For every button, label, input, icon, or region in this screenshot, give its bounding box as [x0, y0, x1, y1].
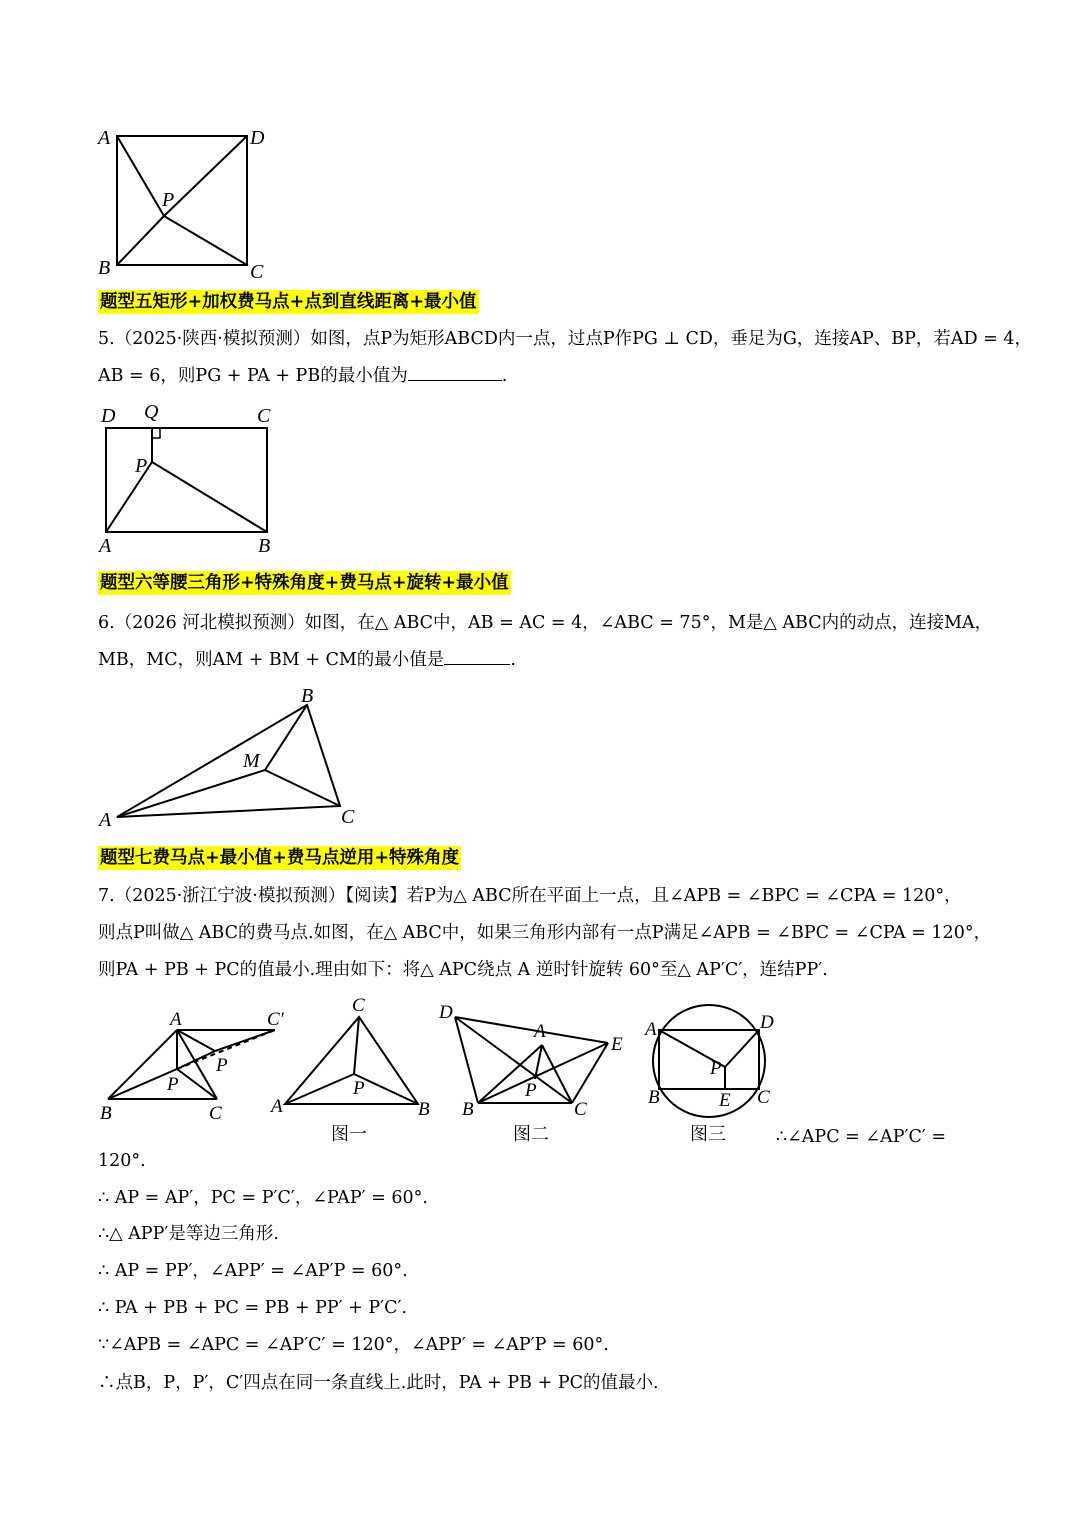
fig0-label-c: C [209, 1103, 222, 1124]
problem-5-period: . [501, 366, 508, 386]
label-q: Q [144, 401, 159, 423]
fig3-label-e: E [719, 1090, 731, 1111]
fig0-label-a: A [170, 1009, 182, 1030]
figure-rotation [108, 1030, 275, 1099]
segment-bm [265, 705, 307, 770]
fig2-label-b: B [462, 1099, 474, 1120]
fig3-label-a: A [645, 1019, 657, 1040]
label-d: D [101, 405, 116, 427]
section-6-title: 题型六等腰三角形+特殊角度+费马点+旋转+最小值 [100, 573, 509, 593]
problem-6-period: . [510, 650, 516, 670]
fig0-label-c-prime: C′ [267, 1009, 284, 1030]
section-7-title: 题型七费马点+最小值+费马点逆用+特殊角度 [100, 848, 459, 868]
proof-line-2: ∴ AP = AP′，PC = P′C′，∠PAP′ = 60°. [98, 1188, 428, 1208]
segment-pa [117, 136, 164, 216]
caption-figure-three: 图三 [690, 1124, 726, 1145]
segment-pc [164, 216, 247, 265]
section-5-title: 题型五矩形+加权费马点+点到直线距离+最小值 [100, 292, 477, 312]
label-a: A [99, 535, 112, 557]
caption-figure-one: 图一 [331, 1124, 367, 1145]
problem-7-line-2: 则点P叫做△ ABC的费马点.如图，在△ ABC中，如果三角形内部有一点P满足∠APB = ∠BPC = ∠CPA = 120°， [98, 923, 992, 943]
triangle-outline [117, 705, 340, 817]
fig3-label-b: B [648, 1087, 660, 1108]
figure-one [285, 1017, 418, 1104]
figure-triangle [95, 683, 375, 833]
caption-figure-two: 图二 [513, 1124, 549, 1145]
problem-5-line-2 [98, 364, 507, 388]
fig0-label-p-prime: P [216, 1055, 228, 1076]
proof-line-7: ∴点B，P，P′，C′四点在同一条直线上.此时，PA + PB + PC的值最小. [98, 1373, 659, 1393]
right-angle-mark [152, 428, 160, 438]
segment-pd [164, 136, 247, 216]
label-p: P [162, 189, 175, 211]
fig2-label-e: E [611, 1034, 623, 1055]
label-b: B [258, 535, 271, 557]
label-p: P [135, 455, 148, 477]
problem-7-line-3: 则PA + PB + PC的值最小.理由如下：将△ APC绕点 A 逆时针旋转 60°至△ AP′C′，连结PP′. [98, 960, 828, 980]
problem-5-line-2-text: AB = 6，则PG + PA + PB的最小值为 [98, 366, 408, 386]
proof-line-3: ∴△ APP′是等边三角形. [98, 1224, 279, 1244]
segment-cm [265, 770, 340, 806]
label-b: B [98, 257, 111, 279]
answer-blank-5[interactable] [408, 366, 502, 381]
proof-line-0: ∴∠APC = ∠AP′C′ = [776, 1127, 947, 1147]
label-c: C [341, 806, 355, 828]
label-a: A [98, 127, 111, 149]
label-b: B [301, 685, 314, 707]
fig1-label-p: P [353, 1078, 365, 1099]
fig1-label-a: A [271, 1096, 283, 1117]
fig1-label-b: B [418, 1099, 430, 1120]
answer-blank-6[interactable] [444, 650, 510, 665]
fig2-label-d: D [439, 1002, 453, 1023]
figure-three [653, 1005, 765, 1117]
segment-pb [152, 462, 267, 532]
fig2-label-p: P [525, 1080, 537, 1101]
problem-6-line-2 [98, 648, 516, 672]
label-c: C [250, 261, 264, 283]
label-m: M [243, 750, 260, 772]
fig1-label-c: C [352, 995, 365, 1016]
proof-line-1: 120°. [98, 1151, 146, 1171]
segment-pb [117, 216, 164, 265]
label-c: C [257, 405, 271, 427]
fig3-label-p: P [710, 1058, 722, 1079]
problem-5-line-1: 5.（2025·陕西·模拟预测）如图，点P为矩形ABCD内一点，过点P作PG ⊥ CD，垂足为G，连接AP、BP，若AD = 4， [98, 329, 1033, 349]
figure-square [90, 120, 290, 285]
fig2-label-c: C [574, 1099, 587, 1120]
label-d: D [250, 127, 265, 149]
problem-7-line-1: 7.（2025·浙江宁波·模拟预测）【阅读】若P为△ ABC所在平面上一点，且∠APB = ∠BPC = ∠CPA = 120°， [98, 886, 962, 906]
problem-6-line-1: 6.（2026 河北模拟预测）如图，在△ ABC中，AB = AC = 4，∠ABC = 75°，M是△ ABC内的动点，连接MA， [98, 613, 993, 633]
fig0-label-p: P [167, 1074, 179, 1095]
figure-rectangle [95, 400, 285, 560]
fig0-label-b: B [100, 1103, 112, 1124]
fig3-label-c: C [757, 1087, 770, 1108]
fig3-label-d: D [760, 1012, 774, 1033]
proof-line-6: ∵∠APB = ∠APC = ∠AP′C′ = 120°，∠APP′ = ∠AP′P = 60°. [98, 1335, 609, 1355]
label-a: A [99, 809, 112, 831]
fig2-label-a: A [534, 1021, 546, 1042]
proof-line-4: ∴ AP = PP′，∠APP′ = ∠AP′P = 60°. [98, 1261, 408, 1281]
proof-line-5: ∴ PA + PB + PC = PB + PP′ + P′C′. [98, 1298, 408, 1318]
problem-6-line-2-text: MB，MC，则AM + BM + CM的最小值是 [98, 650, 445, 670]
